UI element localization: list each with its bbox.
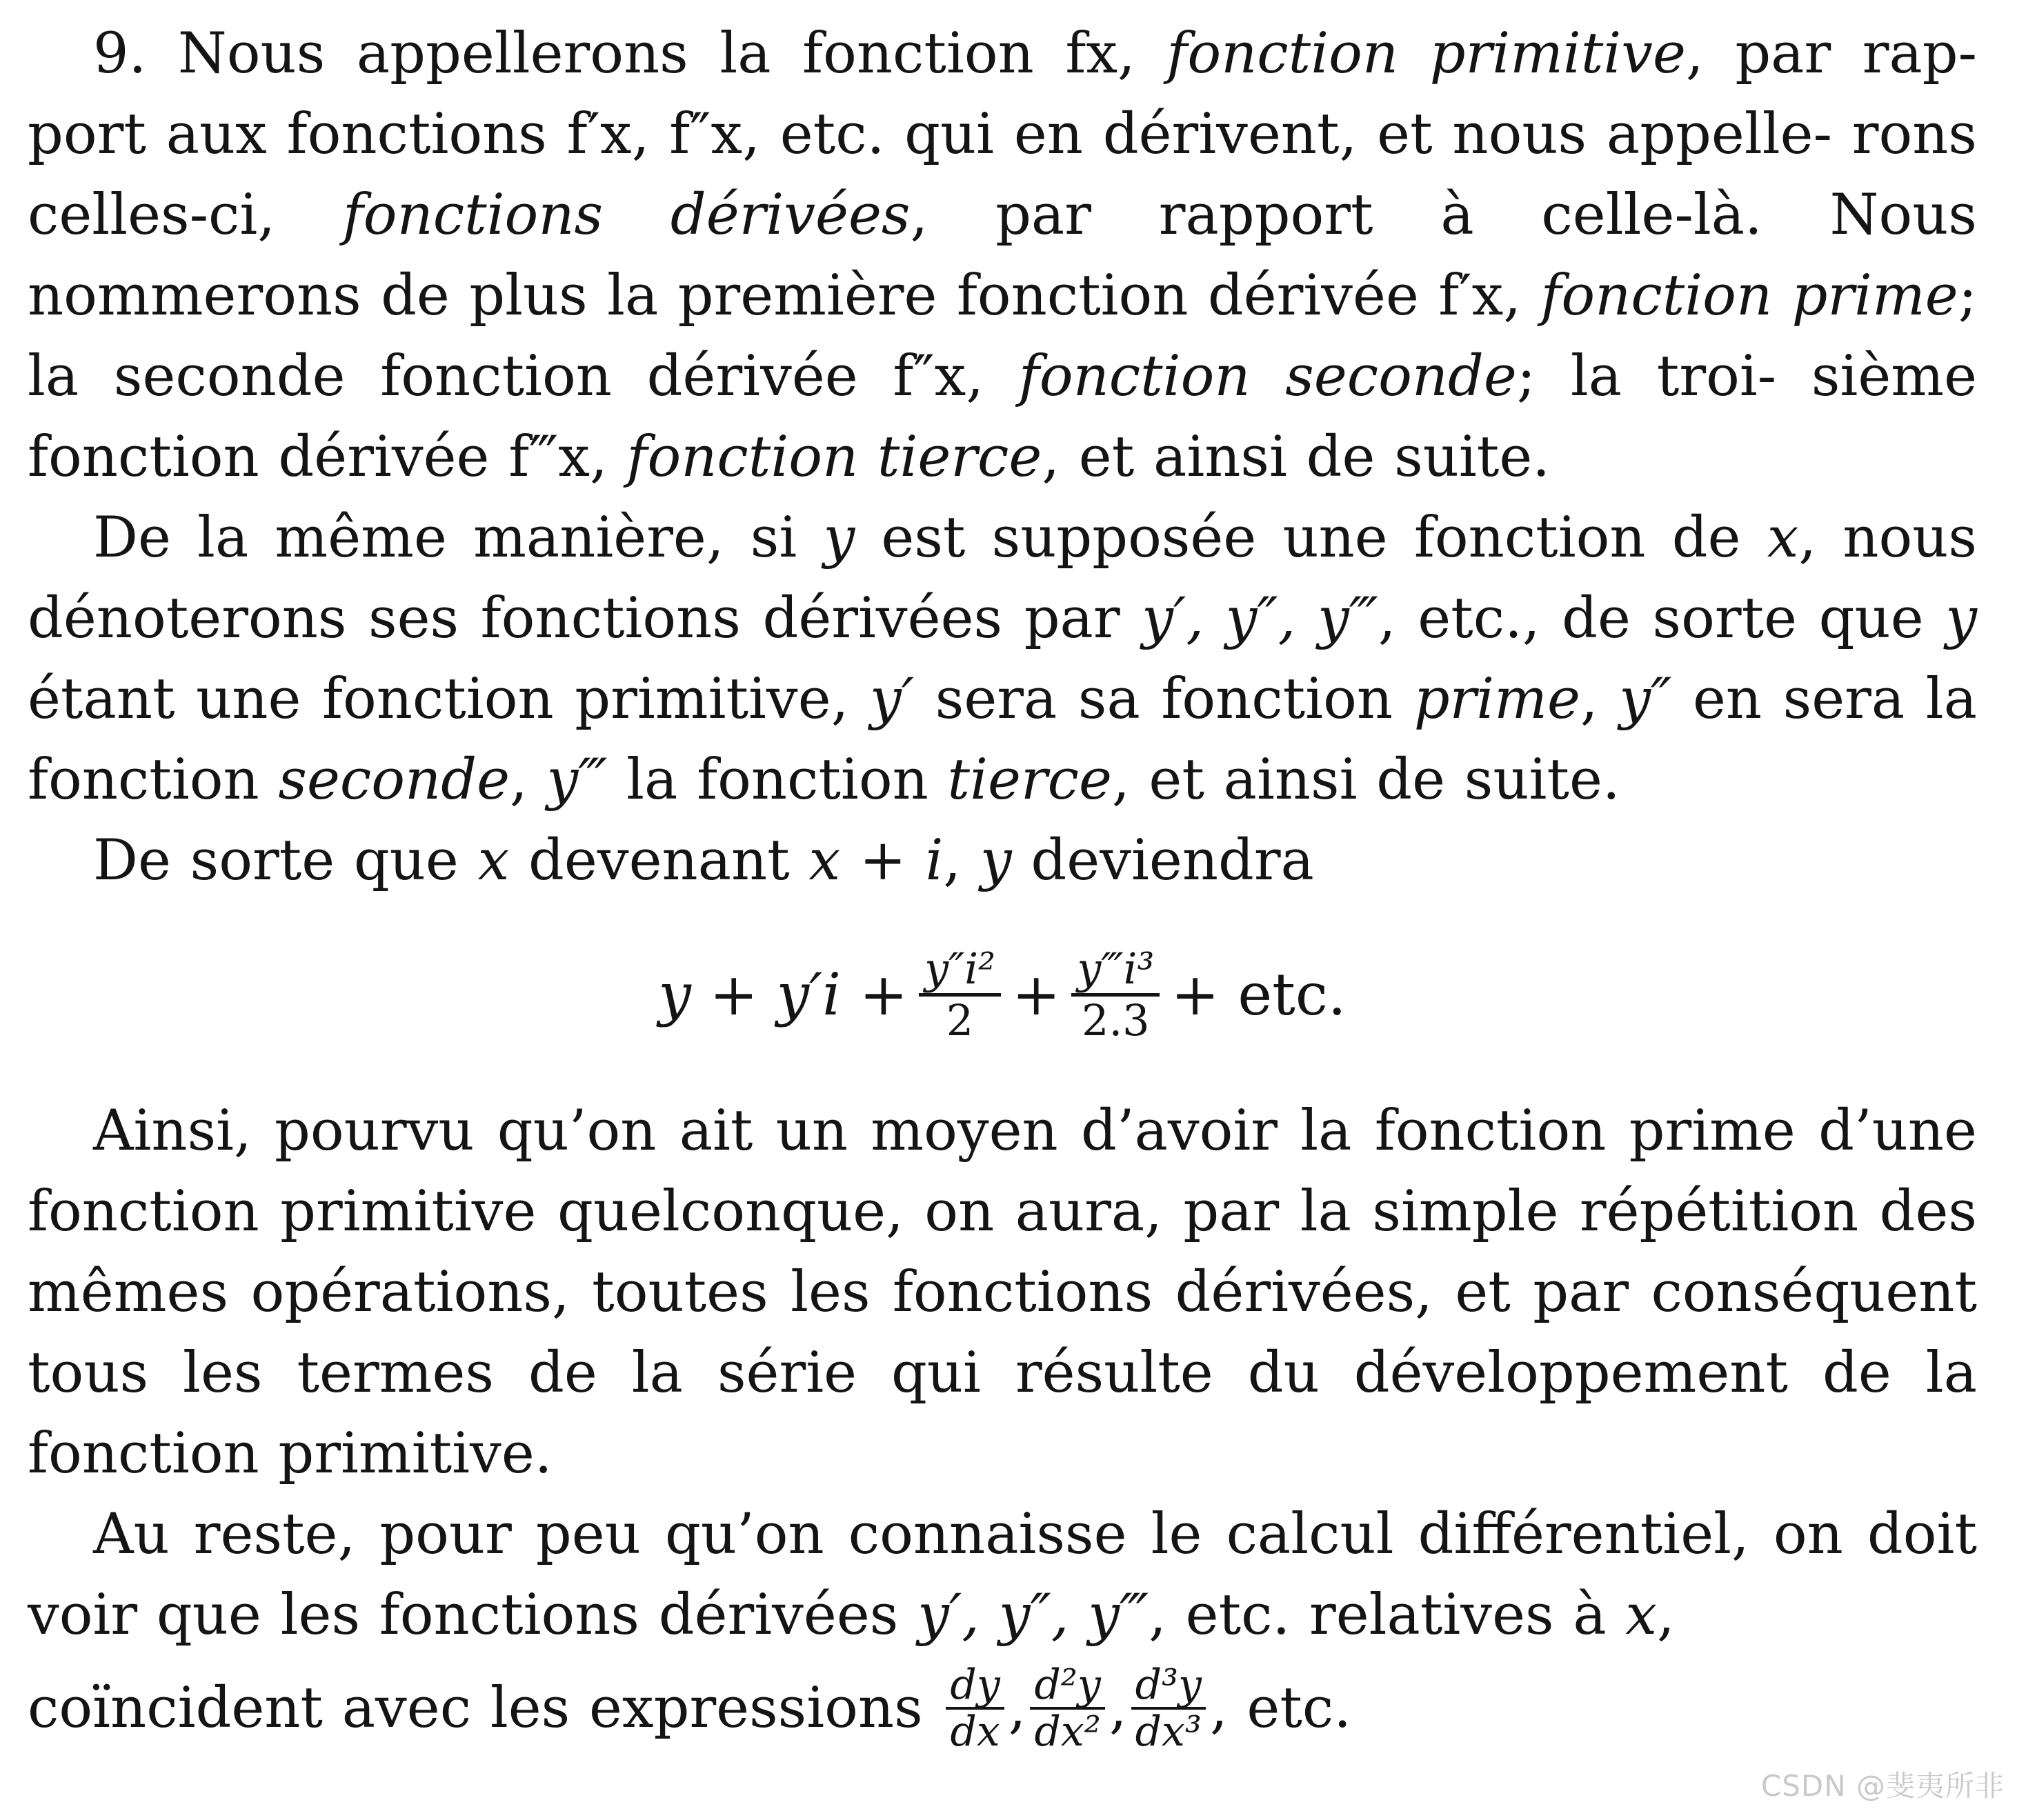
paragraph-9: 9. Nous appellerons la fonction fx, fonction primitive, par rap- port aux fonctions f′x, f″x, etc. qui en dérivent, et nous appelle- rons celles-ci, fonctions dérivées, par rapport à celle-là. Nous nommerons de plus la première fonction dérivée f′x, fonction prime; la seconde fonction dérivée f″x, fonction seconde; la troi- sième fonction dérivée f‴x, fonction tierce, et ainsi de suite. [28, 21, 1978, 490]
term-fonction-prime: fonction prime [1540, 263, 1958, 328]
taylor-series-formula [28, 908, 1977, 1081]
term-fonction-tierce: fonction tierce [626, 425, 1042, 490]
document-page [28, 14, 1977, 1758]
term-fonction-primitive: fonction primitive [1166, 21, 1686, 86]
term-fonctions-derivees: fonctions dérivées [342, 183, 911, 248]
formula-leading-terms: y + y′i + [658, 961, 908, 1028]
paragraph-au-reste-expressions: coïncident avec les expressions $\frac{dy}{dx}$ , $\frac{\text{d²y}}{\text{dx²}}$ , $\frac{\text{d³y}}{\text{dx³}}$ , etc. [28, 1661, 1352, 1756]
paragraph-substitution: De sorte que x devenant x + i, y deviendra [93, 828, 1314, 893]
expression-d3y-dx3: $\frac{\text{d³y}}{\text{dx³}}$ [1131, 1663, 1206, 1754]
csdn-watermark: CSDN @斐夷所非 [1760, 1769, 2005, 1803]
formula-fraction-second: $\frac{\text{y″i²}}{2}$ [919, 945, 1001, 1045]
expression-d2y-dx2: $\frac{\text{d²y}}{\text{dx²}}$ [1030, 1663, 1104, 1754]
expression-dy-dx: $\frac{dy}{dx}$ [946, 1663, 1004, 1754]
formula-fraction-third: $\frac{\text{y‴i³}}{2.3}$ [1071, 945, 1160, 1045]
paragraph-notation: De la même manière, si y est supposée une fonction de x, nous dénoterons ses fonctions dérivées par y′, y″, y‴, etc., de sorte que y étant une fonction primitive, y′ sera sa fonction prime, y″ en sera la fonction seconde, y‴ la fonction tierce, et ainsi de suite. [28, 506, 1978, 812]
paragraph-au-reste: Au reste, pour peu qu’on connaisse le calcul différentiel, on doit voir que les fonctions dérivées y′, y″, y‴, etc. relatives à x, [28, 1502, 1977, 1648]
term-fonction-seconde: fonction seconde [1018, 344, 1517, 409]
paragraph-ainsi: Ainsi, pourvu qu’on ait un moyen d’avoir la fonction prime d’une fonction primitive quelconque, on aura, par la simple répétition des mêmes opérations, toutes les fonctions dérivées, et par conséquent tous les termes de la série qui résulte du développement de la fonction primitive. [28, 1099, 1977, 1486]
formula-plus: + [1011, 961, 1061, 1028]
formula-tail: + etc. [1171, 961, 1347, 1028]
paragraph-number: 9. [93, 21, 147, 86]
